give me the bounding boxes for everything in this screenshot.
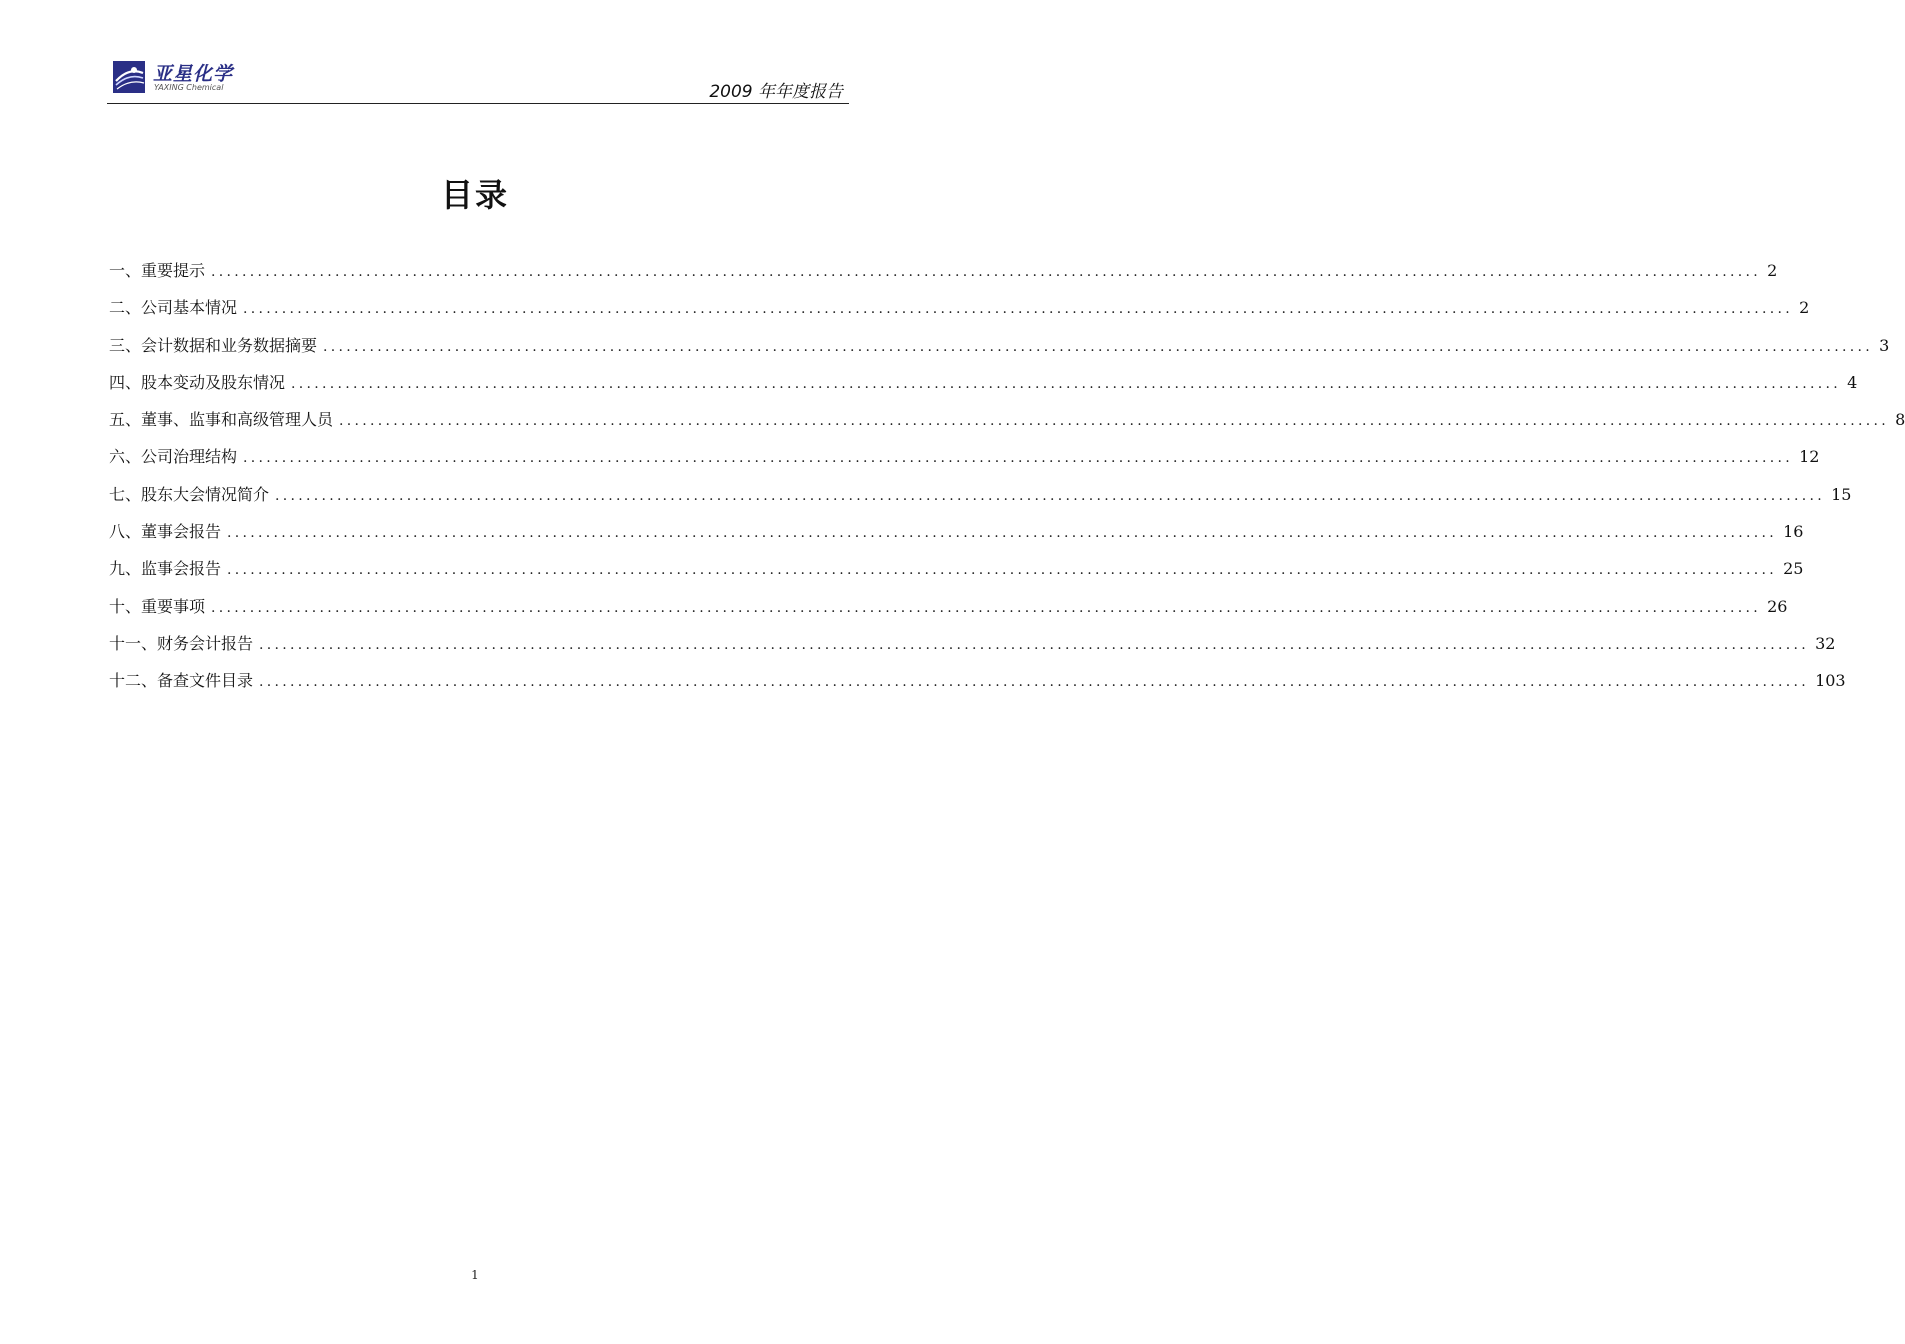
toc-label: 七、股东大会情况简介 bbox=[109, 484, 270, 504]
toc-page-number: 3 bbox=[1879, 335, 1890, 355]
logo-english-name: YAXING Chemical bbox=[154, 83, 224, 92]
company-logo bbox=[113, 59, 253, 97]
toc-page-number: 16 bbox=[1783, 522, 1804, 542]
toc-page-number: 2 bbox=[1799, 298, 1810, 318]
toc-page-number: 8 bbox=[1895, 410, 1905, 430]
toc-label: 十、重要事项 bbox=[109, 596, 206, 616]
toc-item-company-profile[interactable] bbox=[109, 295, 1810, 332]
report-title: 2009 年年度报告 bbox=[709, 82, 843, 102]
toc-item-shareholders-meeting[interactable] bbox=[109, 482, 1852, 519]
page-number: 1 bbox=[471, 1268, 479, 1282]
toc-item-financial-report[interactable] bbox=[109, 631, 1836, 668]
toc-item-share-changes[interactable] bbox=[109, 370, 1858, 407]
toc-label: 九、监事会报告 bbox=[109, 559, 222, 579]
toc-label: 五、董事、监事和高级管理人员 bbox=[109, 410, 334, 430]
logo-chinese-name: 亚星化学 bbox=[153, 63, 234, 85]
toc-item-directors[interactable] bbox=[109, 407, 1905, 444]
toc-label: 四、股本变动及股东情况 bbox=[109, 372, 286, 392]
toc-leader-dots: ........................................................................................................................................................................................................ bbox=[259, 674, 1810, 691]
toc-page-number: 26 bbox=[1767, 596, 1788, 616]
toc-leader-dots: ........................................................................................................................................................................................................ bbox=[227, 525, 1778, 542]
toc-page-number: 4 bbox=[1847, 372, 1858, 392]
toc-item-governance[interactable] bbox=[109, 444, 1820, 481]
toc-label: 十一、财务会计报告 bbox=[109, 633, 254, 653]
toc-leader-dots: ........................................................................................................................................................................................................ bbox=[291, 375, 1842, 392]
toc-leader-dots: ........................................................................................................................................................................................................ bbox=[323, 338, 1874, 355]
toc-item-financial-summary[interactable] bbox=[109, 333, 1890, 370]
toc-page-number: 103 bbox=[1815, 671, 1846, 691]
table-of-contents bbox=[109, 258, 1905, 706]
toc-item-board-report[interactable] bbox=[109, 519, 1804, 556]
page-header bbox=[107, 55, 849, 104]
toc-leader-dots: ........................................................................................................................................................................................................ bbox=[339, 413, 1890, 430]
document-title: 目录 bbox=[440, 176, 509, 214]
toc-page-number: 2 bbox=[1767, 261, 1778, 280]
toc-page-number: 25 bbox=[1783, 559, 1804, 579]
toc-page-number: 15 bbox=[1831, 484, 1852, 504]
toc-label: 一、重要提示 bbox=[109, 261, 206, 280]
toc-page-number: 32 bbox=[1815, 633, 1836, 653]
toc-leader-dots: ........................................................................................................................................................................................................ bbox=[275, 487, 1826, 504]
toc-item-important-notice[interactable] bbox=[109, 258, 1778, 295]
toc-leader-dots: ........................................................................................................................................................................................................ bbox=[227, 562, 1778, 579]
toc-label: 二、公司基本情况 bbox=[109, 298, 238, 318]
toc-label: 八、董事会报告 bbox=[109, 522, 222, 542]
toc-leader-dots: ........................................................................................................................................................................................................ bbox=[211, 264, 1762, 280]
toc-page-number: 12 bbox=[1799, 447, 1820, 467]
toc-label: 六、公司治理结构 bbox=[109, 447, 238, 467]
toc-leader-dots: ........................................................................................................................................................................................................ bbox=[243, 450, 1794, 467]
toc-leader-dots: ........................................................................................................................................................................................................ bbox=[259, 636, 1810, 653]
toc-item-important-matters[interactable] bbox=[109, 594, 1788, 631]
toc-item-reference-documents[interactable] bbox=[109, 668, 1846, 705]
toc-item-supervisory-report[interactable] bbox=[109, 556, 1804, 593]
toc-leader-dots: ........................................................................................................................................................................................................ bbox=[211, 599, 1762, 616]
yaxing-globe-logo-icon bbox=[113, 59, 149, 95]
toc-label: 三、会计数据和业务数据摘要 bbox=[109, 335, 318, 355]
toc-leader-dots: ........................................................................................................................................................................................................ bbox=[243, 301, 1794, 318]
toc-label: 十二、备查文件目录 bbox=[109, 671, 254, 691]
